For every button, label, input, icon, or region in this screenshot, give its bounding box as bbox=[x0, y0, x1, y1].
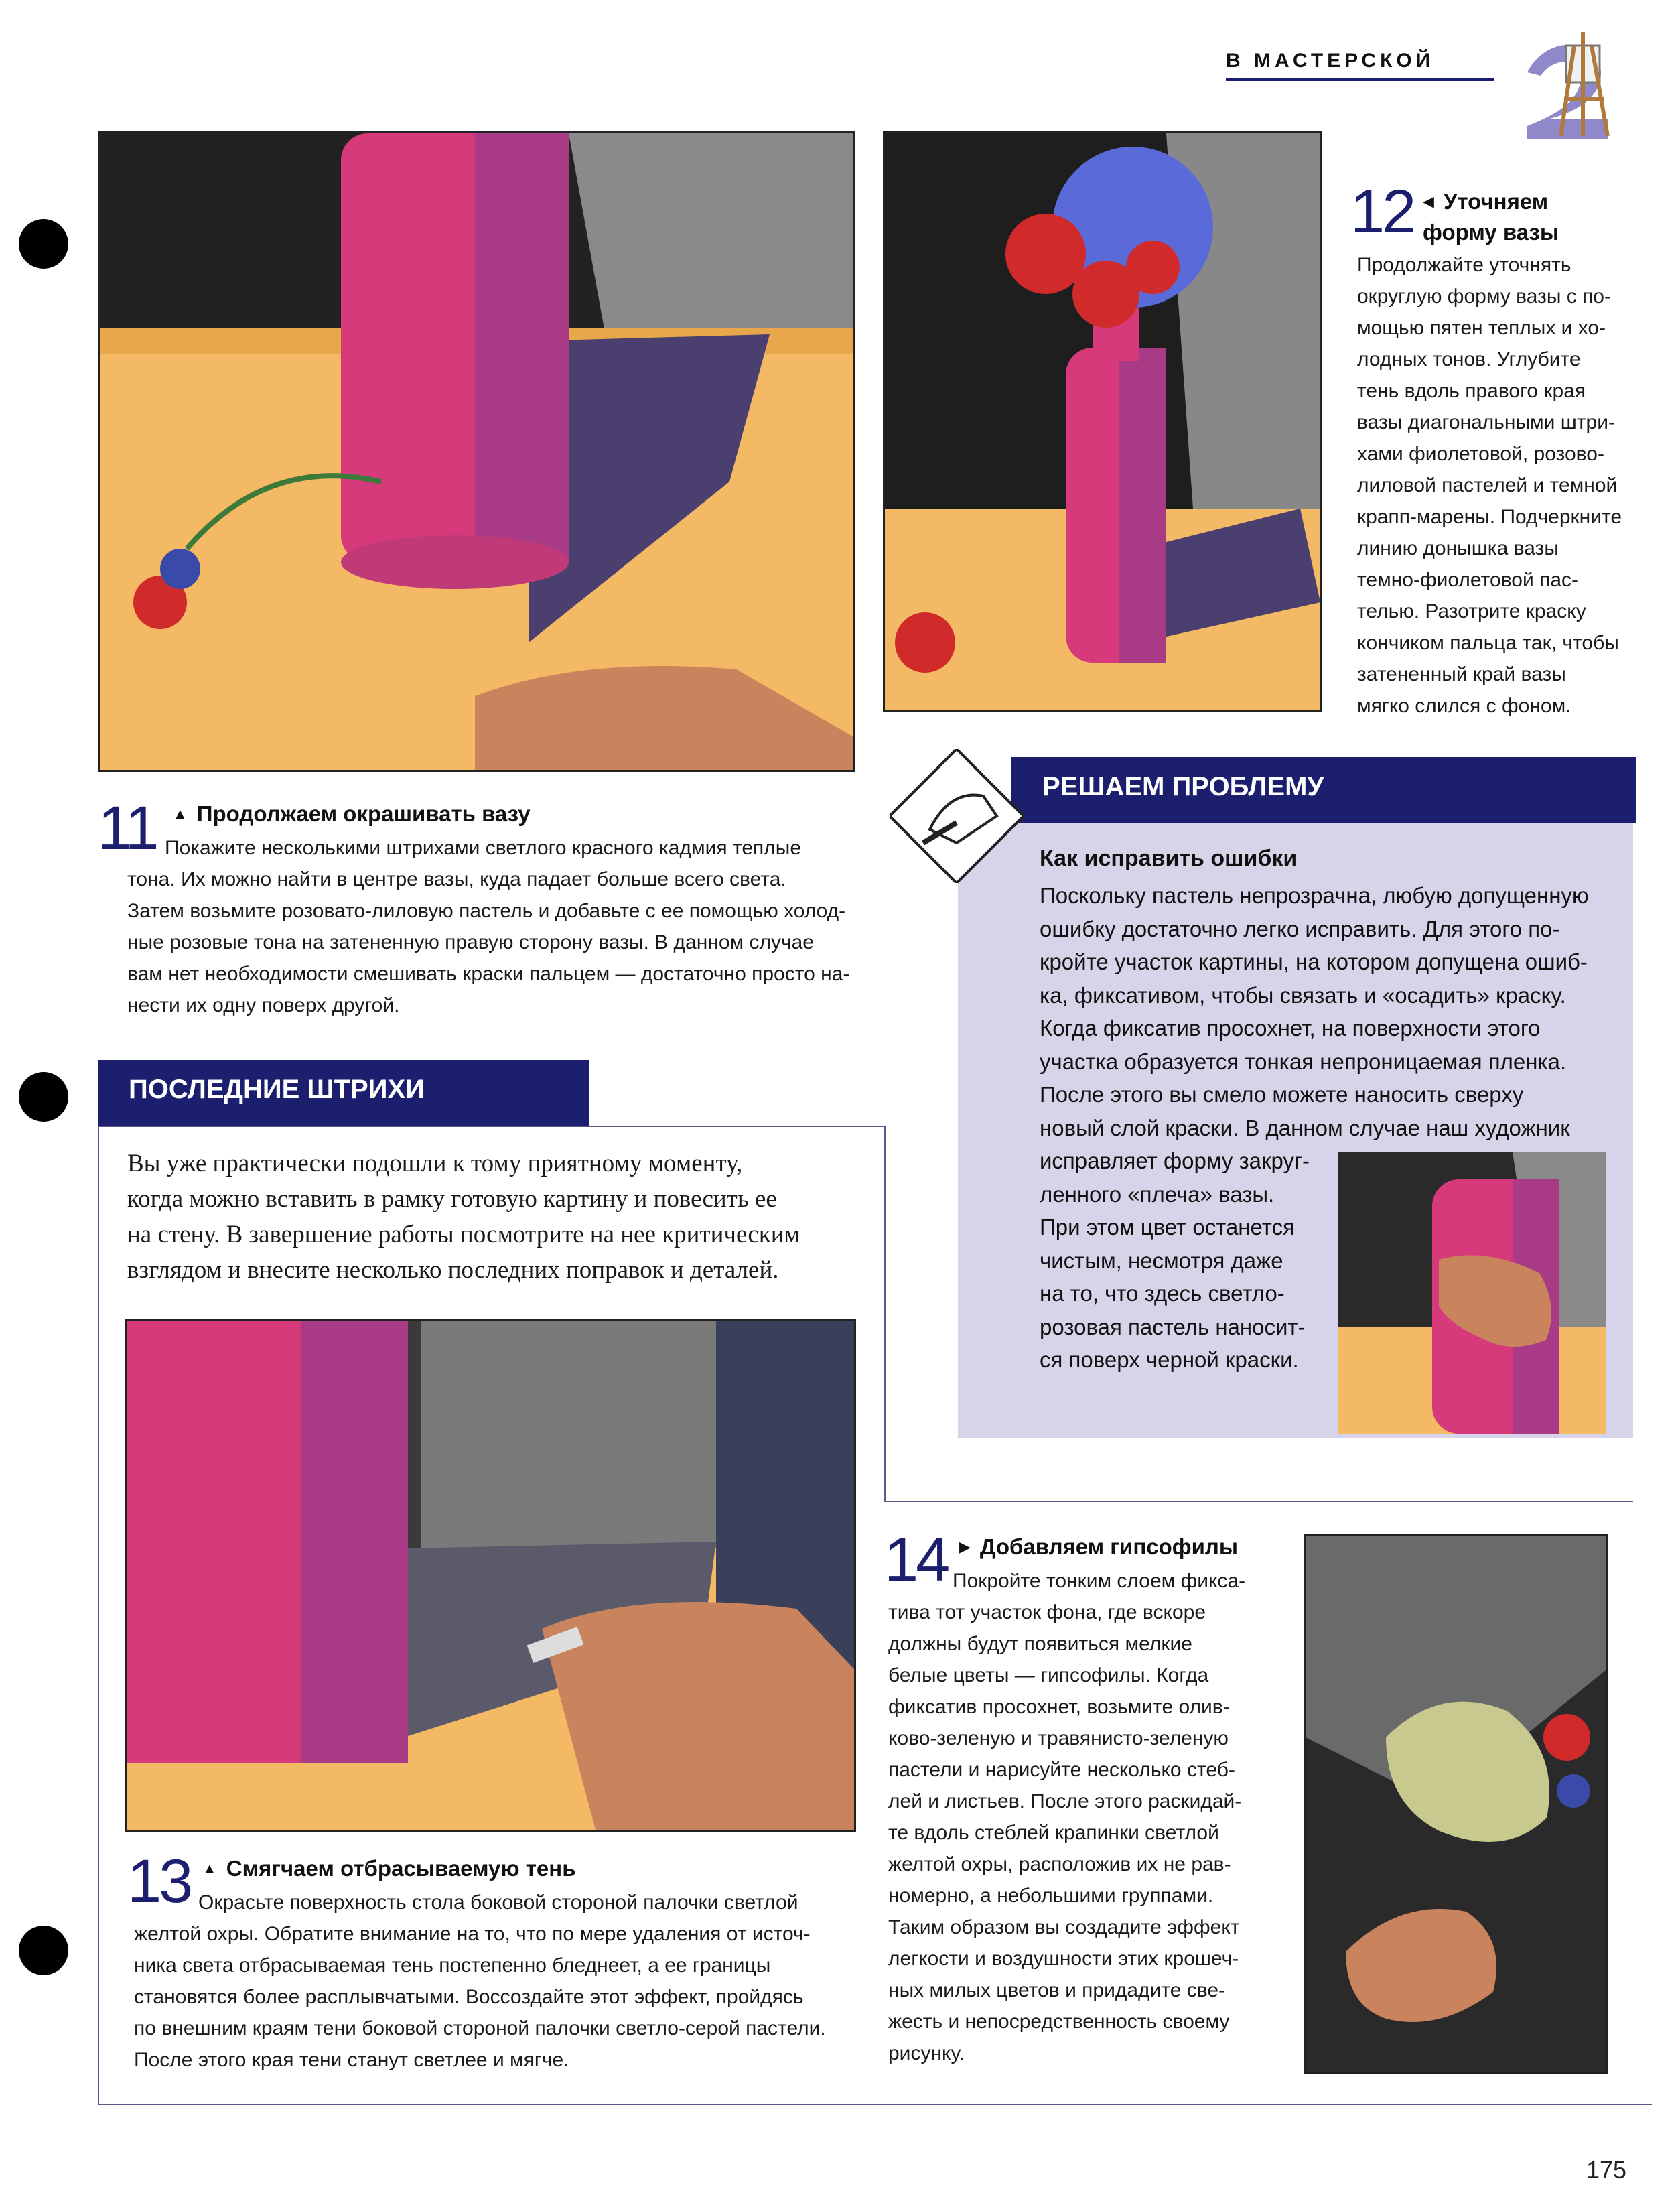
step-title-11-text: Продолжаем окрашивать вазу bbox=[196, 801, 531, 826]
text-line: вам нет необходимости смешивать краски пальцем — достаточно просто на- bbox=[127, 963, 850, 985]
text-line: рисунку. bbox=[888, 2042, 965, 2064]
step-title-14 bbox=[959, 1534, 1238, 1560]
problem-title: Как исправить ошибки bbox=[1040, 846, 1298, 871]
text-line: по внешним краям тени боковой стороной палочки светло-серой пастели. bbox=[134, 2017, 826, 2040]
binder-hole bbox=[19, 1926, 68, 1975]
step-title-12 bbox=[1423, 186, 1559, 248]
text-line: мощью пятен теплых и хо- bbox=[1357, 317, 1606, 339]
problem-banner bbox=[1011, 757, 1636, 823]
step-text-13-cont bbox=[134, 1918, 857, 2076]
text-line: Вы уже практически подошли к тому приятному моменту, bbox=[127, 1150, 743, 1177]
final-touches-banner bbox=[98, 1060, 589, 1126]
text-line: ника света отбрасываемая тень постепенно бледнеет, а ее границы bbox=[134, 1954, 771, 1977]
photo-step-14 bbox=[1304, 1534, 1608, 2074]
frame-line bbox=[98, 1126, 884, 1127]
step-title-11 bbox=[173, 801, 531, 827]
text-line: ошибку достаточно легко исправить. Для этого по- bbox=[1040, 916, 1560, 941]
photo-problem bbox=[1338, 1152, 1606, 1434]
text-line: жесть и непосредственность своему bbox=[888, 2011, 1230, 2033]
text-line: Покажите несколькими штрихами светлого красного кадмия теплые bbox=[165, 837, 802, 859]
text-line: телью. Разотрите краску bbox=[1357, 600, 1586, 622]
step-text-11 bbox=[165, 832, 861, 864]
text-line: на стену. В завершение работы посмотрите на нее критическим bbox=[127, 1221, 800, 1248]
step-text-14 bbox=[953, 1565, 1261, 1597]
frame-line bbox=[884, 1501, 1633, 1502]
easel-logo-icon bbox=[1500, 19, 1634, 153]
text-line: тона. Их можно найти в центре вазы, куда падает больше всего света. bbox=[127, 868, 786, 890]
final-touches-intro bbox=[127, 1146, 851, 1288]
step-number-14: 14 bbox=[884, 1526, 948, 1594]
text-line: темно-фиолетовой пас- bbox=[1357, 569, 1578, 591]
binder-hole bbox=[19, 1072, 68, 1122]
text-line: лиловой пастелей и темной bbox=[1357, 474, 1618, 496]
text-line: становятся более расплывчатыми. Воссоздайте этот эффект, пройдясь bbox=[134, 1986, 804, 2008]
text-line: вазы диагональными штри- bbox=[1357, 411, 1615, 433]
text-line: те вдоль стеблей крапинки светлой bbox=[888, 1822, 1219, 1844]
text-line: пастели и нарисуйте несколько стеб- bbox=[888, 1759, 1235, 1781]
triangle-up-icon: ▲ bbox=[202, 1860, 217, 1877]
step-title-12-line2: форму вазы bbox=[1423, 220, 1559, 245]
step-title-14-text: Добавляем гипсофилы bbox=[979, 1534, 1239, 1559]
text-line: чистым, несмотря даже bbox=[1040, 1248, 1283, 1273]
text-line: желтой охры, расположив их не рав- bbox=[888, 1853, 1231, 1875]
triangle-right-icon: ▶ bbox=[959, 1538, 971, 1555]
text-line: ся поверх черной краски. bbox=[1040, 1347, 1299, 1372]
text-line: Продолжайте уточнять bbox=[1357, 254, 1571, 276]
section-rule bbox=[1226, 78, 1494, 81]
text-line: тива тот участок фона, где вскоре bbox=[888, 1601, 1206, 1623]
triangle-left-icon: ◀ bbox=[1423, 193, 1434, 210]
text-line: Поскольку пастель непрозрачна, любую допущенную bbox=[1040, 883, 1589, 908]
text-line: должны будут появиться мелкие bbox=[888, 1633, 1192, 1655]
text-line: на то, что здесь светло- bbox=[1040, 1281, 1285, 1306]
binder-hole bbox=[19, 219, 68, 269]
text-line: линию донышка вазы bbox=[1357, 537, 1559, 559]
section-label: В МАСТЕРСКОЙ bbox=[1226, 50, 1435, 72]
text-line: белые цветы — гипсофилы. Когда bbox=[888, 1664, 1209, 1686]
text-line: лей и листьев. После этого раскидай- bbox=[888, 1790, 1242, 1812]
photo-step-13 bbox=[125, 1319, 856, 1832]
frame-line bbox=[98, 2104, 1652, 2105]
text-line: нести их одну поверх другой. bbox=[127, 994, 400, 1016]
text-line: мягко слился с фоном. bbox=[1357, 695, 1571, 717]
text-line: ка, фиксативом, чтобы связать и «осадить» краску. bbox=[1040, 982, 1566, 1008]
text-line: ково-зеленую и травянисто-зеленую bbox=[888, 1727, 1229, 1749]
step-title-13 bbox=[202, 1856, 576, 1881]
page-number: 175 bbox=[1586, 2156, 1627, 2184]
text-line: желтой охры. Обратите внимание на то, что по мере удаления от источ- bbox=[134, 1923, 811, 1945]
frame-line bbox=[98, 1126, 99, 2104]
text-line: Затем возьмите розовато-лиловую пастель и добавьте с ее помощью холод- bbox=[127, 900, 846, 922]
hand-pastel-icon bbox=[890, 749, 1024, 883]
step-text-14-cont bbox=[888, 1597, 1263, 2069]
text-line: Покройте тонким слоем фикса- bbox=[953, 1570, 1246, 1592]
problem-banner-label: РЕШАЕМ ПРОБЛЕМУ bbox=[1042, 772, 1324, 801]
frame-line bbox=[884, 1126, 886, 1501]
text-line: После этого вы смело можете наносить сверху bbox=[1040, 1082, 1524, 1107]
text-line: фиксатив просохнет, возьмите олив- bbox=[888, 1696, 1230, 1718]
text-line: когда можно вставить в рамку готовую картину и повесить ее bbox=[127, 1185, 777, 1213]
text-line: Таким образом вы создадите эффект bbox=[888, 1916, 1240, 1938]
photo-step-12 bbox=[883, 131, 1322, 712]
photo-step-11 bbox=[98, 131, 855, 772]
text-line: ных милых цветов и придадите све- bbox=[888, 1979, 1226, 2001]
step-title-13-text: Смягчаем отбрасываемую тень bbox=[226, 1856, 576, 1881]
text-line: новый слой краски. В данном случае наш художник bbox=[1040, 1115, 1570, 1140]
text-line: округлую форму вазы с по- bbox=[1357, 285, 1611, 308]
text-line: Когда фиксатив просохнет, на поверхности этого bbox=[1040, 1016, 1541, 1041]
text-line: лодных тонов. Углубите bbox=[1357, 348, 1581, 371]
step-title-12-line1: Уточняем bbox=[1443, 189, 1549, 214]
text-line: исправляет форму закруг- bbox=[1040, 1148, 1310, 1173]
text-line: При этом цвет останется bbox=[1040, 1215, 1295, 1240]
text-line: крапп-марены. Подчеркните bbox=[1357, 506, 1622, 528]
text-line: кройте участок картины, на котором допущена ошиб- bbox=[1040, 949, 1588, 974]
triangle-up-icon: ▲ bbox=[173, 805, 188, 822]
text-line: кончиком пальца так, чтобы bbox=[1357, 632, 1619, 654]
text-line: участка образуется тонкая непроницаемая пленка. bbox=[1040, 1049, 1567, 1074]
text-line: хами фиолетовой, розово- bbox=[1357, 443, 1604, 465]
step-text-11-cont bbox=[127, 864, 864, 1021]
text-line: номерно, а небольшими группами. bbox=[888, 1885, 1214, 1907]
text-line: затененный край вазы bbox=[1357, 663, 1566, 685]
final-touches-banner-label: ПОСЛЕДНИЕ ШТРИХИ bbox=[129, 1075, 425, 1104]
step-number-12: 12 bbox=[1350, 178, 1414, 246]
step-text-12 bbox=[1357, 249, 1645, 722]
text-line: ленного «плеча» вазы. bbox=[1040, 1181, 1275, 1207]
step-number-11: 11 bbox=[98, 794, 157, 862]
text-line: розовая пастель наносит- bbox=[1040, 1314, 1306, 1339]
text-line: тень вдоль правого края bbox=[1357, 380, 1586, 402]
text-line: ные розовые тона на затененную правую сторону вазы. В данном случае bbox=[127, 931, 814, 953]
text-line: После этого края тени станут светлее и мягче. bbox=[134, 2049, 569, 2071]
text-line: взглядом и внесите несколько последних поправок и деталей. bbox=[127, 1256, 779, 1284]
step-text-13 bbox=[198, 1887, 855, 1918]
text-line: Окрасьте поверхность стола боковой стороной палочки светлой bbox=[198, 1891, 798, 1914]
step-number-13: 13 bbox=[127, 1847, 191, 1916]
text-line: легкости и воздушности этих крошеч- bbox=[888, 1948, 1239, 1970]
